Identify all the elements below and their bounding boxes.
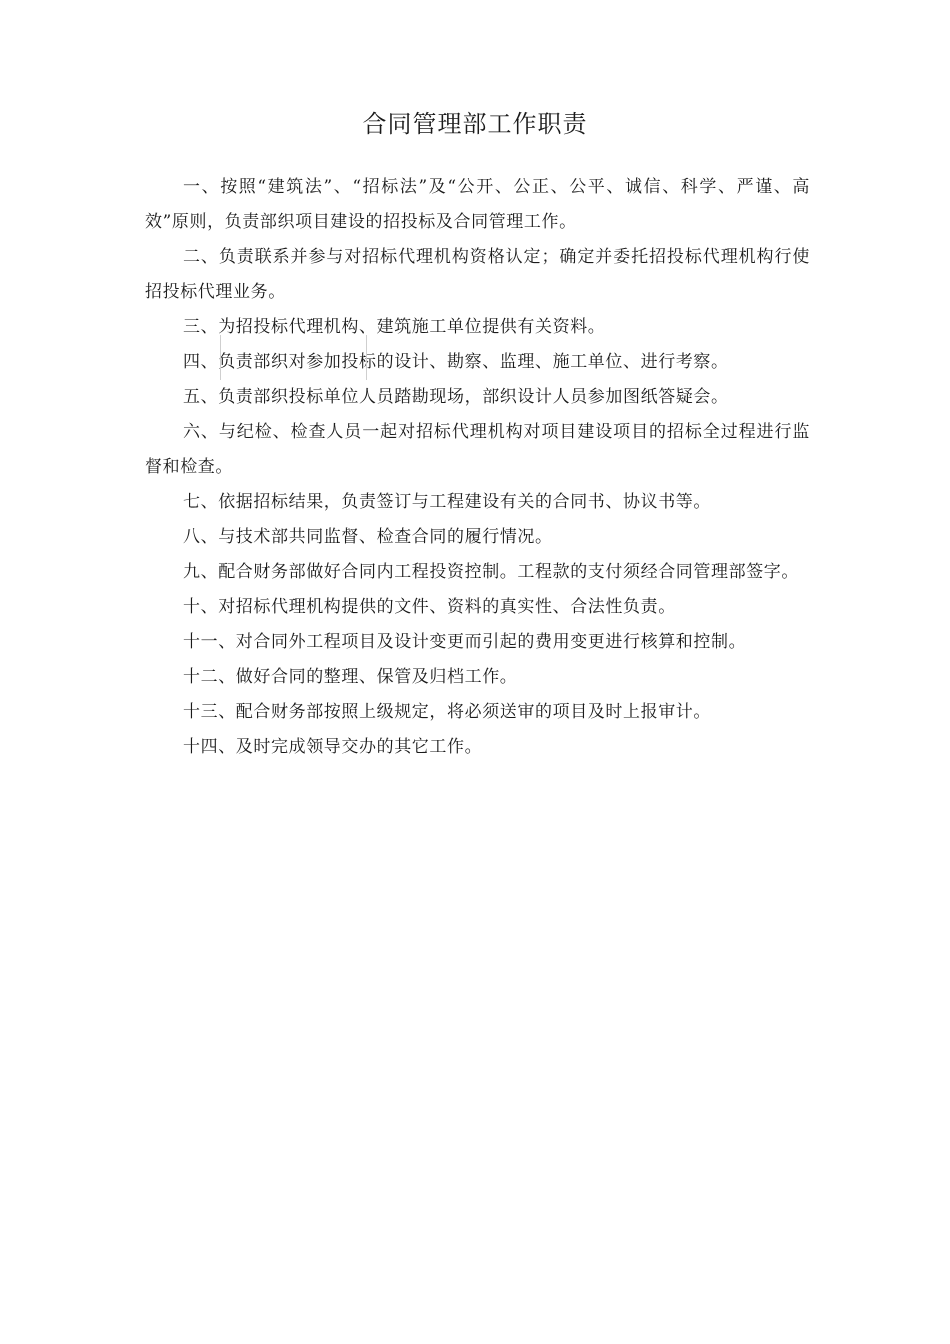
paragraph-13: 十三、配合财务部按照上级规定，将必须送审的项目及时上报审计。 bbox=[183, 702, 711, 722]
paragraph-10: 十、对招标代理机构提供的文件、资料的真实性、合法性负责。 bbox=[183, 597, 676, 617]
document-body bbox=[145, 170, 810, 765]
paragraph-14: 十四、及时完成领导交办的其它工作。 bbox=[183, 737, 483, 757]
paragraph-1: 一、按照“建筑法”、“招标法”及“公开、公正、公平、诚信、科学、严谨、高效”原则，负责部织项目建设的招投标及合同管理工作。 bbox=[145, 177, 810, 232]
paragraph-3: 三、为招投标代理机构、建筑施工单位提供有关资料。 bbox=[183, 317, 606, 337]
paragraph-7: 七、依据招标结果，负责签订与工程建设有关的合同书、协议书等。 bbox=[183, 492, 711, 512]
paragraph-11: 十一、对合同外工程项目及设计变更而引起的费用变更进行核算和控制。 bbox=[183, 632, 747, 652]
paragraph-5: 五、负责部织投标单位人员踏勘现场，部织设计人员参加图纸答疑会。 bbox=[183, 387, 729, 407]
page-title: 合同管理部工作职责 bbox=[362, 110, 588, 138]
paragraph-9: 九、配合财务部做好合同内工程投资控制。工程款的支付须经合同管理部签字。 bbox=[183, 562, 799, 582]
paragraph-2: 二、负责联系并参与对招标代理机构资格认定；确定并委托招投标代理机构行使招投标代理业务。 bbox=[145, 247, 810, 302]
paragraph-12: 十二、做好合同的整理、保管及归档工作。 bbox=[183, 667, 518, 687]
paragraph-6: 六、与纪检、检查人员一起对招标代理机构对项目建设项目的招标全过程进行监督和检查。 bbox=[145, 422, 810, 477]
paragraph-4: 四、负责部织对参加投标的设计、勘察、监理、施工单位、进行考察。 bbox=[183, 352, 729, 372]
paragraph-8: 八、与技术部共同监督、检查合同的履行情况。 bbox=[183, 527, 553, 547]
